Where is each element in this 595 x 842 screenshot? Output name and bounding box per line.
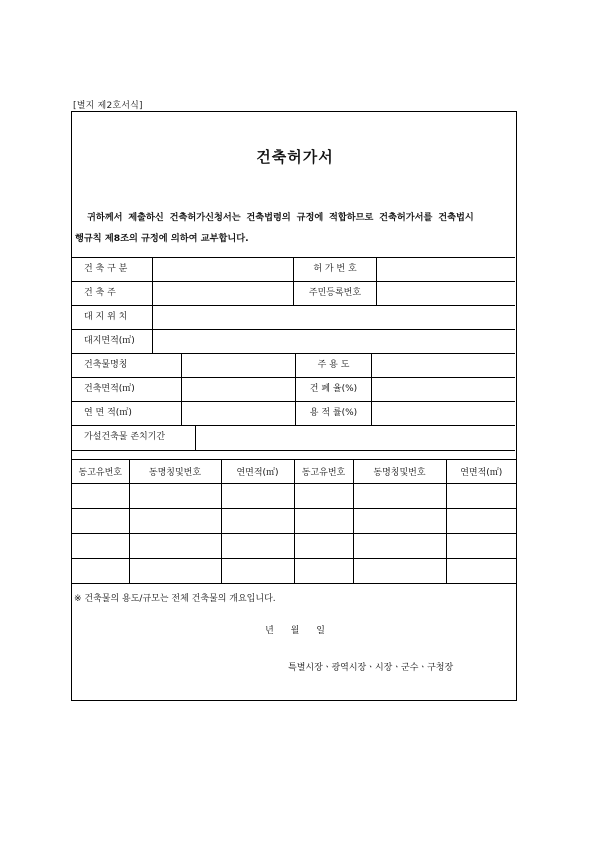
table-cell[interactable] bbox=[221, 484, 294, 509]
floor-area-ratio-label: 용 적 률(%) bbox=[295, 402, 371, 425]
permit-form bbox=[71, 111, 517, 701]
row-total-floor-area bbox=[72, 401, 515, 425]
table-cell[interactable] bbox=[129, 484, 221, 509]
table-row bbox=[72, 534, 516, 559]
table-cell[interactable] bbox=[446, 559, 516, 584]
permit-number-value[interactable] bbox=[376, 258, 515, 281]
table-cell[interactable] bbox=[129, 534, 221, 559]
table-cell[interactable] bbox=[221, 534, 294, 559]
table-cell[interactable] bbox=[446, 509, 516, 534]
site-location-value[interactable] bbox=[152, 306, 515, 329]
table-cell[interactable] bbox=[353, 484, 446, 509]
building-category-label: 건 축 구 분 bbox=[84, 264, 128, 274]
row-building-name bbox=[72, 353, 515, 377]
row-site-area bbox=[72, 329, 515, 353]
column-header: 연면적(㎡) bbox=[446, 460, 516, 484]
building-area-label: 건축면적(㎡) bbox=[84, 384, 135, 394]
intro-line-1: 귀하께서 제출하신 건축허가신청서는 건축법령의 규정에 적합하므로 건축허가서를 건축법시 bbox=[87, 212, 474, 223]
table-cell[interactable] bbox=[72, 559, 129, 584]
column-header: 동명칭및번호 bbox=[129, 460, 221, 484]
owner-label: 건 축 주 bbox=[84, 288, 116, 298]
issue-date: 년 월 일 bbox=[265, 626, 325, 636]
table-cell[interactable] bbox=[294, 484, 353, 509]
row-temporary-period bbox=[72, 425, 515, 451]
table-cell[interactable] bbox=[72, 534, 129, 559]
intro-paragraph bbox=[75, 207, 515, 249]
floor-area-ratio-value[interactable] bbox=[371, 402, 515, 425]
temporary-period-label: 가설건축물 존치기간 bbox=[84, 432, 166, 442]
table-cell[interactable] bbox=[446, 534, 516, 559]
table-cell[interactable] bbox=[353, 509, 446, 534]
temporary-period-value[interactable] bbox=[195, 426, 515, 450]
building-area-value[interactable] bbox=[181, 378, 295, 401]
table-cell[interactable] bbox=[294, 509, 353, 534]
table-row bbox=[72, 509, 516, 534]
table-cell[interactable] bbox=[294, 559, 353, 584]
main-use-label: 주 용 도 bbox=[295, 354, 371, 377]
document-title: 건축허가서 bbox=[256, 148, 334, 166]
table-cell[interactable] bbox=[129, 509, 221, 534]
row-site-location bbox=[72, 305, 515, 329]
table-cell[interactable] bbox=[446, 484, 516, 509]
table-header-row bbox=[72, 460, 516, 484]
table-cell[interactable] bbox=[129, 559, 221, 584]
coverage-ratio-label: 건 폐 율(%) bbox=[295, 378, 371, 401]
column-header: 동명칭및번호 bbox=[353, 460, 446, 484]
column-header: 동고유번호 bbox=[294, 460, 353, 484]
table-row bbox=[72, 559, 516, 584]
resident-number-label: 주민등록번호 bbox=[293, 282, 376, 305]
table-cell[interactable] bbox=[353, 559, 446, 584]
building-name-value[interactable] bbox=[181, 354, 295, 377]
table-cell[interactable] bbox=[72, 484, 129, 509]
footnote: ※ 건축물의 용도/규모는 전체 건축물의 개요입니다. bbox=[74, 594, 276, 604]
table-row bbox=[72, 484, 516, 509]
row-category-permit bbox=[72, 257, 515, 281]
column-header: 동고유번호 bbox=[72, 460, 129, 484]
table-cell[interactable] bbox=[353, 534, 446, 559]
owner-value[interactable] bbox=[152, 282, 293, 305]
table-cell[interactable] bbox=[72, 509, 129, 534]
building-unit-table bbox=[72, 459, 516, 584]
permit-number-label: 허 가 번 호 bbox=[293, 258, 376, 281]
building-name-label: 건축물명칭 bbox=[84, 360, 128, 370]
column-header: 연면적(㎡) bbox=[221, 460, 294, 484]
site-location-label: 대 지 위 치 bbox=[84, 312, 128, 322]
field-grid bbox=[72, 257, 515, 451]
form-number-label: [별지 제2호서식] bbox=[73, 101, 143, 111]
main-use-value[interactable] bbox=[371, 354, 515, 377]
table-cell[interactable] bbox=[221, 559, 294, 584]
table-cell[interactable] bbox=[294, 534, 353, 559]
site-area-label: 대지면적(㎡) bbox=[84, 336, 135, 346]
resident-number-value[interactable] bbox=[376, 282, 515, 305]
total-floor-area-value[interactable] bbox=[181, 402, 295, 425]
site-area-value[interactable] bbox=[152, 330, 515, 353]
row-owner bbox=[72, 281, 515, 305]
table-cell[interactable] bbox=[221, 509, 294, 534]
building-category-value[interactable] bbox=[152, 258, 293, 281]
coverage-ratio-value[interactable] bbox=[371, 378, 515, 401]
total-floor-area-label: 연 면 적(㎡) bbox=[84, 408, 132, 418]
issuing-authority: 특별시장ㆍ광역시장ㆍ시장ㆍ군수ㆍ구청장 bbox=[288, 663, 454, 673]
row-building-area bbox=[72, 377, 515, 401]
intro-line-2: 행규칙 제8조의 규정에 의하여 교부합니다. bbox=[75, 233, 249, 244]
